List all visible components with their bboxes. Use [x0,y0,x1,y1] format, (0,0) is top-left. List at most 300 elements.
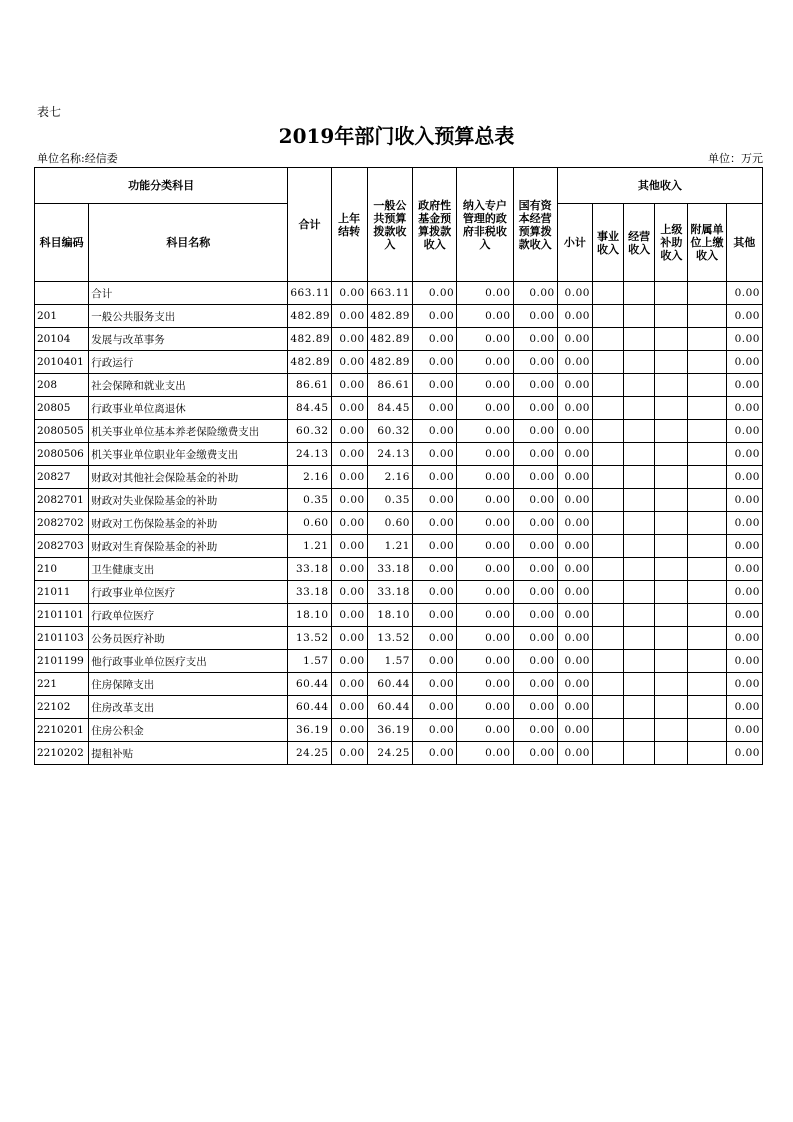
cell-operating [624,627,655,650]
table-row [35,558,763,581]
table-row [35,742,763,765]
cell-subtotal: 0.00 [557,328,592,351]
cell-other: 0.00 [726,305,762,328]
cell-carryover: 0.00 [331,535,367,558]
cell-gov-fund: 0.00 [412,420,456,443]
cell-carryover: 0.00 [331,489,367,512]
cell-superior-subsidy [655,374,688,397]
cell-affiliated [688,696,726,719]
cell-code: 2082703 [35,535,89,558]
unit-name-label: 单位名称:经信委 [37,152,118,165]
currency-unit-label: 单位：万元 [708,152,763,165]
cell-affiliated [688,282,726,305]
cell-carryover: 0.00 [331,305,367,328]
cell-business [592,374,623,397]
total-header: 合计 [288,168,331,282]
cell-total: 60.44 [288,696,331,719]
superior-subsidy-header: 上级补助收入 [655,204,688,282]
cell-other: 0.00 [726,420,762,443]
cell-state-capital: 0.00 [513,420,557,443]
cell-superior-subsidy [655,673,688,696]
page-title: 2019年部门收入预算总表 [278,124,515,148]
cell-code: 2082702 [35,512,89,535]
cell-special-mgmt: 0.00 [457,466,513,489]
cell-special-mgmt: 0.00 [457,489,513,512]
cell-business [592,420,623,443]
cell-superior-subsidy [655,581,688,604]
cell-general-budget: 60.44 [367,673,412,696]
cell-general-budget: 482.89 [367,351,412,374]
cell-total: 2.16 [288,466,331,489]
table-row [35,328,763,351]
cell-business [592,466,623,489]
table-row [35,650,763,673]
table-row [35,351,763,374]
operating-income-header: 经营收入 [624,204,655,282]
cell-gov-fund: 0.00 [412,328,456,351]
cell-carryover: 0.00 [331,443,367,466]
cell-name: 住房保障支出 [89,673,288,696]
other-income-header: 其他收入 [557,168,762,204]
cell-carryover: 0.00 [331,512,367,535]
cell-affiliated [688,305,726,328]
cell-state-capital: 0.00 [513,558,557,581]
cell-operating [624,443,655,466]
cell-state-capital: 0.00 [513,650,557,673]
cell-affiliated [688,512,726,535]
cell-total: 13.52 [288,627,331,650]
cell-general-budget: 13.52 [367,627,412,650]
cell-superior-subsidy [655,719,688,742]
cell-business [592,627,623,650]
cell-superior-subsidy [655,328,688,351]
table-row [35,466,763,489]
cell-subtotal: 0.00 [557,650,592,673]
table-row [35,581,763,604]
cell-carryover: 0.00 [331,604,367,627]
cell-business [592,673,623,696]
cell-superior-subsidy [655,742,688,765]
cell-state-capital: 0.00 [513,374,557,397]
cell-gov-fund: 0.00 [412,397,456,420]
table-row [35,420,763,443]
cell-carryover: 0.00 [331,282,367,305]
cell-total: 84.45 [288,397,331,420]
cell-code: 2101103 [35,627,89,650]
cell-state-capital: 0.00 [513,742,557,765]
cell-gov-fund: 0.00 [412,282,456,305]
cell-code: 2101199 [35,650,89,673]
cell-name: 社会保障和就业支出 [89,374,288,397]
cell-other: 0.00 [726,604,762,627]
cell-operating [624,328,655,351]
cell-affiliated [688,650,726,673]
cell-total: 60.32 [288,420,331,443]
cell-other: 0.00 [726,489,762,512]
cell-total: 1.21 [288,535,331,558]
cell-operating [624,282,655,305]
cell-name: 行政运行 [89,351,288,374]
cell-affiliated [688,581,726,604]
cell-name: 机关事业单位职业年金缴费支出 [89,443,288,466]
cell-gov-fund: 0.00 [412,673,456,696]
general-budget-header: 一般公共预算拨款收入 [367,168,412,282]
cell-state-capital: 0.00 [513,443,557,466]
cell-special-mgmt: 0.00 [457,374,513,397]
state-capital-header: 国有资本经营预算拨款收入 [513,168,557,282]
cell-operating [624,374,655,397]
cell-affiliated [688,535,726,558]
table-row [35,489,763,512]
cell-general-budget: 60.44 [367,696,412,719]
cell-other: 0.00 [726,581,762,604]
cell-code: 2080506 [35,443,89,466]
cell-general-budget: 482.89 [367,305,412,328]
cell-superior-subsidy [655,650,688,673]
cell-gov-fund: 0.00 [412,489,456,512]
cell-gov-fund: 0.00 [412,627,456,650]
cell-gov-fund: 0.00 [412,443,456,466]
table-row [35,512,763,535]
cell-state-capital: 0.00 [513,512,557,535]
cell-total: 482.89 [288,351,331,374]
cell-subtotal: 0.00 [557,443,592,466]
cell-state-capital: 0.00 [513,328,557,351]
cell-subtotal: 0.00 [557,420,592,443]
cell-operating [624,512,655,535]
cell-affiliated [688,719,726,742]
cell-carryover: 0.00 [331,374,367,397]
cell-state-capital: 0.00 [513,397,557,420]
cell-subtotal: 0.00 [557,719,592,742]
cell-operating [624,420,655,443]
cell-general-budget: 60.32 [367,420,412,443]
cell-name: 财政对其他社会保险基金的补助 [89,466,288,489]
cell-special-mgmt: 0.00 [457,742,513,765]
cell-general-budget: 1.21 [367,535,412,558]
cell-carryover: 0.00 [331,558,367,581]
cell-special-mgmt: 0.00 [457,305,513,328]
cell-carryover: 0.00 [331,351,367,374]
cell-gov-fund: 0.00 [412,374,456,397]
cell-superior-subsidy [655,282,688,305]
cell-business [592,535,623,558]
cell-affiliated [688,466,726,489]
cell-operating [624,351,655,374]
cell-code: 201 [35,305,89,328]
cell-gov-fund: 0.00 [412,696,456,719]
cell-special-mgmt: 0.00 [457,282,513,305]
cell-total: 663.11 [288,282,331,305]
cell-general-budget: 0.60 [367,512,412,535]
cell-carryover: 0.00 [331,742,367,765]
cell-business [592,512,623,535]
cell-gov-fund: 0.00 [412,466,456,489]
cell-code: 21011 [35,581,89,604]
cell-general-budget: 84.45 [367,397,412,420]
special-mgmt-header: 纳入专户管理的政府非税收入 [457,168,513,282]
cell-affiliated [688,443,726,466]
affiliated-income-header: 附属单位上缴收入 [688,204,726,282]
cell-general-budget: 33.18 [367,581,412,604]
cell-code: 2210202 [35,742,89,765]
cell-state-capital: 0.00 [513,581,557,604]
cell-name: 一般公共服务支出 [89,305,288,328]
cell-operating [624,673,655,696]
cell-affiliated [688,627,726,650]
cell-general-budget: 18.10 [367,604,412,627]
cell-special-mgmt: 0.00 [457,581,513,604]
cell-total: 18.10 [288,604,331,627]
cell-general-budget: 86.61 [367,374,412,397]
table-row [35,696,763,719]
table-row [35,305,763,328]
table-row [35,627,763,650]
cell-subtotal: 0.00 [557,351,592,374]
cell-state-capital: 0.00 [513,466,557,489]
cell-name: 机关事业单位基本养老保险缴费支出 [89,420,288,443]
cell-subtotal: 0.00 [557,604,592,627]
cell-subtotal: 0.00 [557,489,592,512]
cell-superior-subsidy [655,305,688,328]
cell-gov-fund: 0.00 [412,650,456,673]
cell-subtotal: 0.00 [557,535,592,558]
cell-special-mgmt: 0.00 [457,604,513,627]
cell-name: 合计 [89,282,288,305]
cell-state-capital: 0.00 [513,627,557,650]
cell-business [592,696,623,719]
cell-code: 210 [35,558,89,581]
cell-carryover: 0.00 [331,397,367,420]
functional-category-header: 功能分类科目 [35,168,288,204]
cell-subtotal: 0.00 [557,305,592,328]
cell-business [592,558,623,581]
cell-state-capital: 0.00 [513,305,557,328]
cell-code: 2210201 [35,719,89,742]
cell-special-mgmt: 0.00 [457,535,513,558]
cell-total: 36.19 [288,719,331,742]
cell-carryover: 0.00 [331,650,367,673]
cell-name: 住房改革支出 [89,696,288,719]
other-header: 其他 [726,204,762,282]
cell-operating [624,696,655,719]
cell-state-capital: 0.00 [513,535,557,558]
cell-other: 0.00 [726,627,762,650]
cell-name: 提租补贴 [89,742,288,765]
cell-operating [624,535,655,558]
cell-name: 财政对工伤保险基金的补助 [89,512,288,535]
cell-subtotal: 0.00 [557,512,592,535]
cell-carryover: 0.00 [331,627,367,650]
cell-gov-fund: 0.00 [412,581,456,604]
cell-other: 0.00 [726,397,762,420]
cell-affiliated [688,604,726,627]
cell-business [592,719,623,742]
cell-business [592,328,623,351]
cell-carryover: 0.00 [331,696,367,719]
cell-other: 0.00 [726,696,762,719]
table-row [35,535,763,558]
cell-carryover: 0.00 [331,581,367,604]
cell-other: 0.00 [726,535,762,558]
cell-operating [624,581,655,604]
cell-special-mgmt: 0.00 [457,627,513,650]
cell-other: 0.00 [726,282,762,305]
budget-table [34,167,763,765]
cell-superior-subsidy [655,535,688,558]
cell-special-mgmt: 0.00 [457,673,513,696]
cell-business [592,351,623,374]
cell-special-mgmt: 0.00 [457,328,513,351]
cell-special-mgmt: 0.00 [457,696,513,719]
cell-code: 20805 [35,397,89,420]
cell-special-mgmt: 0.00 [457,650,513,673]
cell-subtotal: 0.00 [557,374,592,397]
cell-business [592,581,623,604]
cell-affiliated [688,374,726,397]
cell-general-budget: 663.11 [367,282,412,305]
cell-subtotal: 0.00 [557,282,592,305]
cell-total: 0.60 [288,512,331,535]
cell-subtotal: 0.00 [557,742,592,765]
cell-carryover: 0.00 [331,328,367,351]
cell-business [592,305,623,328]
carryover-header: 上年结转 [331,168,367,282]
cell-business [592,443,623,466]
cell-total: 33.18 [288,558,331,581]
cell-affiliated [688,673,726,696]
cell-business [592,742,623,765]
cell-code [35,282,89,305]
cell-other: 0.00 [726,650,762,673]
cell-other: 0.00 [726,719,762,742]
cell-special-mgmt: 0.00 [457,719,513,742]
cell-general-budget: 24.13 [367,443,412,466]
cell-name: 发展与改革事务 [89,328,288,351]
cell-affiliated [688,397,726,420]
cell-superior-subsidy [655,489,688,512]
cell-gov-fund: 0.00 [412,558,456,581]
cell-name: 卫生健康支出 [89,558,288,581]
cell-affiliated [688,351,726,374]
cell-total: 33.18 [288,581,331,604]
cell-total: 482.89 [288,328,331,351]
name-header: 科目名称 [89,204,288,282]
cell-name: 财政对失业保险基金的补助 [89,489,288,512]
cell-subtotal: 0.00 [557,696,592,719]
cell-state-capital: 0.00 [513,696,557,719]
cell-business [592,489,623,512]
cell-other: 0.00 [726,374,762,397]
cell-name: 行政事业单位医疗 [89,581,288,604]
cell-total: 24.25 [288,742,331,765]
table-row [35,673,763,696]
cell-superior-subsidy [655,466,688,489]
cell-other: 0.00 [726,351,762,374]
cell-special-mgmt: 0.00 [457,443,513,466]
cell-general-budget: 0.35 [367,489,412,512]
cell-state-capital: 0.00 [513,719,557,742]
cell-other: 0.00 [726,512,762,535]
cell-name: 他行政事业单位医疗支出 [89,650,288,673]
cell-operating [624,742,655,765]
cell-code: 2010401 [35,351,89,374]
cell-operating [624,305,655,328]
cell-carryover: 0.00 [331,673,367,696]
cell-state-capital: 0.00 [513,489,557,512]
cell-operating [624,719,655,742]
cell-general-budget: 24.25 [367,742,412,765]
cell-business [592,397,623,420]
cell-code: 2082701 [35,489,89,512]
cell-total: 86.61 [288,374,331,397]
cell-carryover: 0.00 [331,420,367,443]
cell-name: 财政对生育保险基金的补助 [89,535,288,558]
cell-operating [624,604,655,627]
cell-carryover: 0.00 [331,719,367,742]
cell-business [592,650,623,673]
cell-superior-subsidy [655,627,688,650]
cell-code: 2101101 [35,604,89,627]
cell-gov-fund: 0.00 [412,604,456,627]
cell-name: 公务员医疗补助 [89,627,288,650]
cell-total: 0.35 [288,489,331,512]
cell-total: 24.13 [288,443,331,466]
cell-code: 208 [35,374,89,397]
table-row [35,397,763,420]
cell-other: 0.00 [726,558,762,581]
cell-special-mgmt: 0.00 [457,420,513,443]
cell-subtotal: 0.00 [557,466,592,489]
cell-special-mgmt: 0.00 [457,397,513,420]
cell-operating [624,558,655,581]
cell-subtotal: 0.00 [557,627,592,650]
cell-superior-subsidy [655,443,688,466]
cell-name: 行政事业单位离退休 [89,397,288,420]
cell-operating [624,397,655,420]
cell-code: 2080505 [35,420,89,443]
table-number-label: 表七 [37,105,62,119]
cell-general-budget: 482.89 [367,328,412,351]
cell-state-capital: 0.00 [513,282,557,305]
cell-operating [624,466,655,489]
cell-special-mgmt: 0.00 [457,558,513,581]
cell-code: 20827 [35,466,89,489]
cell-subtotal: 0.00 [557,558,592,581]
cell-other: 0.00 [726,328,762,351]
cell-affiliated [688,489,726,512]
cell-subtotal: 0.00 [557,673,592,696]
cell-gov-fund: 0.00 [412,742,456,765]
cell-affiliated [688,558,726,581]
cell-superior-subsidy [655,351,688,374]
cell-superior-subsidy [655,604,688,627]
code-header: 科目编码 [35,204,89,282]
cell-subtotal: 0.00 [557,581,592,604]
cell-general-budget: 36.19 [367,719,412,742]
cell-other: 0.00 [726,742,762,765]
cell-affiliated [688,420,726,443]
cell-gov-fund: 0.00 [412,305,456,328]
cell-name: 行政单位医疗 [89,604,288,627]
business-income-header: 事业收入 [592,204,623,282]
cell-gov-fund: 0.00 [412,535,456,558]
cell-name: 住房公积金 [89,719,288,742]
cell-superior-subsidy [655,397,688,420]
cell-general-budget: 33.18 [367,558,412,581]
cell-affiliated [688,742,726,765]
cell-general-budget: 1.57 [367,650,412,673]
